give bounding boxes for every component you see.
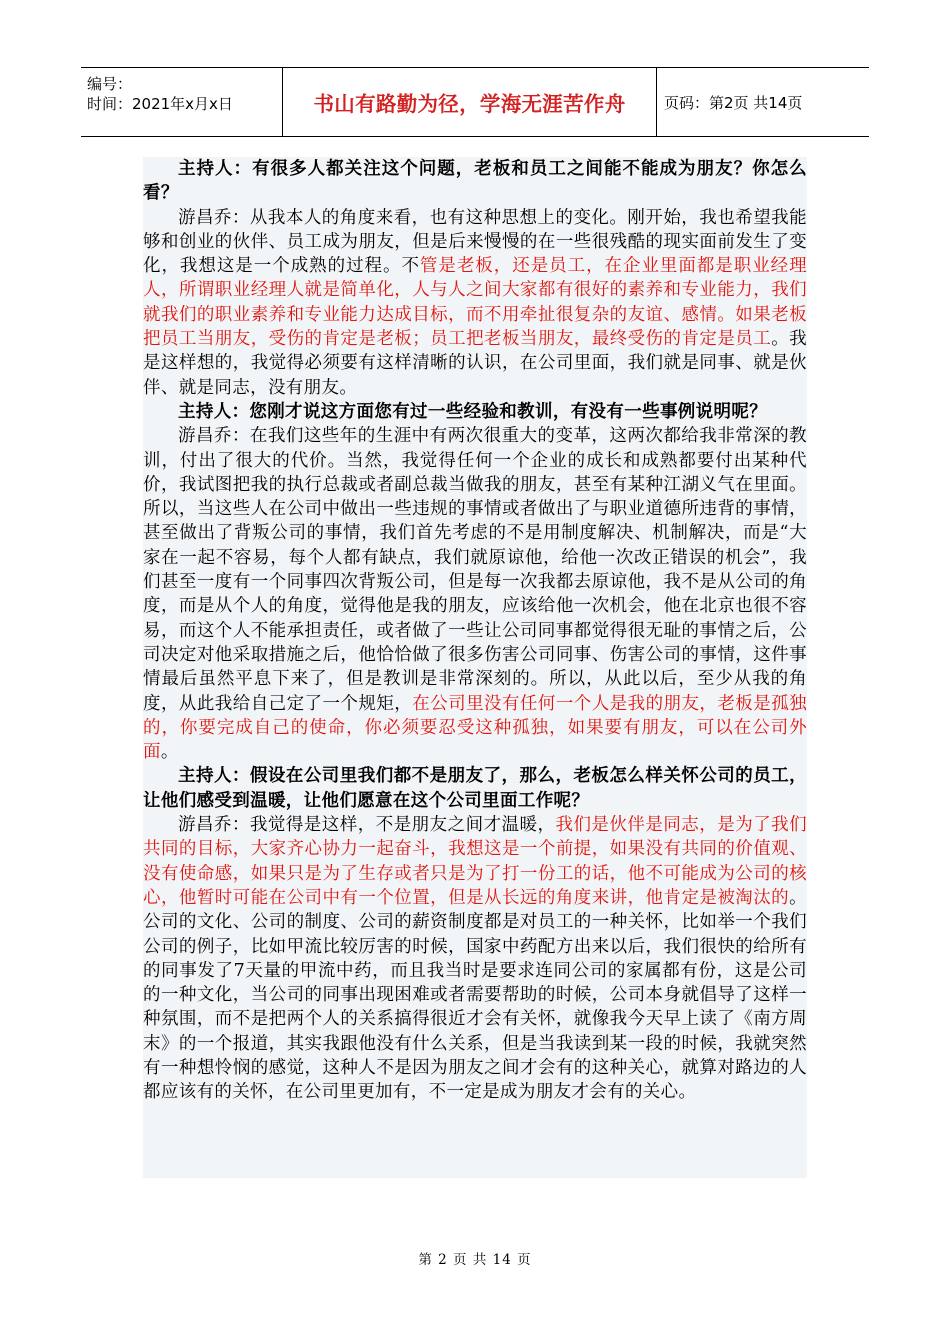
- header-motto: 书山有路勤为径，学海无涯苦作舟: [313, 92, 626, 116]
- header-page-cell: [657, 68, 869, 136]
- host-question-1: 主持人：有很多人都关注这个问题，老板和员工之间能不能成为朋友？你怎么看？: [143, 159, 807, 204]
- answer-2-text-c: 。: [160, 742, 179, 763]
- document-body: [143, 157, 807, 1178]
- answer-paragraph-3: [143, 813, 807, 1105]
- header-page-info: 页码：第2页 共14页: [664, 93, 803, 112]
- header-motto-cell: [283, 68, 657, 136]
- answer-1-text-c: 。我是这样想的，我觉得必须要有这样清晰的认识，在公司里面，我们就是同事、就是伙伴、就是同志，没有朋友。: [143, 329, 808, 398]
- document-date-label: 时间：2021年x月x日: [87, 95, 233, 113]
- answer-2-text-a: 游昌乔：在我们这些年的生涯中有两次很重大的变革，这两次都给我非常深的教训，付出了很大的代价。当然，我觉得任何一个企业的成长和成熟都要付出某种代价，我试图把我的执行总裁或者副总裁当做我的朋友，甚至有某种江湖义气在里面。所以，当这些人在公司中做出一些违规的事情或者做出了与职业道德所违背的事情，甚至做出了背叛公司的事情，我们首先考虑的不是用制度解决、机制解决，而是“大家在一起不容易，每个人都有缺点，我们就原谅他，给他一次改正错误的机会”，我们甚至一度有一个同事四次背叛公司，但是每一次我都去原谅他，我不是从公司的角度，而是从个人的角度，觉得他是我的朋友，应该给他一次机会，他在北京也很不容易，而这个人不能承担责任，或者做了一些让公司同事都觉得很无耻的事情之后，公司决定对他采取措施之后，他恰恰做了很多伤害公司同事、伤害公司的事情，这件事情最后虽然平息下来了，但是教训是非常深刻的。所以，从此以后，至少从我的角度，从此我给自己定了一个规矩，: [143, 426, 807, 714]
- answer-paragraph-1: [143, 206, 807, 400]
- host-question-3: 主持人：假设在公司里我们都不是朋友了，那么，老板怎么样关怀公司的员工，让他们感受到温暖，让他们愿意在这个公司里面工作呢？: [143, 766, 807, 811]
- document-number-label: 编号：: [87, 75, 133, 93]
- header-meta-cell: [81, 68, 283, 136]
- host-question-2: 主持人：您刚才说这方面您有过一些经验和教训，有没有一些事例说明呢？: [178, 401, 768, 422]
- answer-1-text-a: 游昌乔：从我本人的角度来看，也有这种思想上的变化。刚开始，我也希望我能够和创业的伙伴、员工成为朋友，但是后来慢慢的在一些很残酷的现实面前发生了变化，我想这是一个成熟的过程。不: [143, 207, 807, 277]
- answer-3-text-a: 游昌乔：我觉得是这样，不是朋友之间才温暖，: [178, 815, 556, 836]
- answer-3-highlight: 我们是伙伴是同志，是为了我们共同的目标，大家齐心协力一起奋斗，我想这是一个前提，如果没有共同的价值观、没有使命感，如果只是为了生存或者只是为了打一份工的话，他不可能成为公司的核心，他暂时可能在公司中有一个位置，但是从长远的角度来讲，他肯定是被淘汰的: [143, 815, 807, 908]
- answer-paragraph-2: [143, 424, 807, 764]
- page-footer: 第 2 页 共 14 页: [418, 1252, 532, 1268]
- answer-1-highlight: 管是老板，还是员工，在企业里面都是职业经理人，所谓职业经理人就是简单化，人与人之间大家都有很好的素养和专业能力，我们就我们的职业素养和专业能力达成目标，而不用牵扯很复杂的友谊、感情。如果老板把员工当朋友，受伤的肯定是老板；员工把老板当朋友，最终受伤的肯定是员工: [143, 256, 807, 350]
- answer-2-highlight: 在公司里没有任何一个人是我的朋友，老板是孤独的，你要完成自己的使命，你必须要忍受这种孤独，如果要有朋友，可以在公司外面: [143, 693, 808, 763]
- answer-3-text-c: 。公司的文化、公司的制度、公司的薪资制度都是对员工的一种关怀，比如举一个我们公司的例子，比如甲流比较厉害的时候，国家中药配方出来以后，我们很快的给所有的同事发了7天量的甲流中药，而且我当时是要求连同公司的家属都有份，这是公司的一种文化，当公司的同事出现困难或者需要帮助的时候，公司本身就倡导了这样一种氛围，而不是把两个人的关系搞得很近才会有关怀，就像我今天早上读了《南方周末》的一个报道，其实我跟他没有什么关系，但是当我读到某一段的时候，我就突然有一种想怜悯的感觉，这种人不是因为朋友之间才会有的这种关心，就算对路边的人都应该有的关怀，在公司里更加有，不一定是成为朋友才会有的关心。: [143, 887, 807, 1103]
- document-header: [81, 67, 869, 137]
